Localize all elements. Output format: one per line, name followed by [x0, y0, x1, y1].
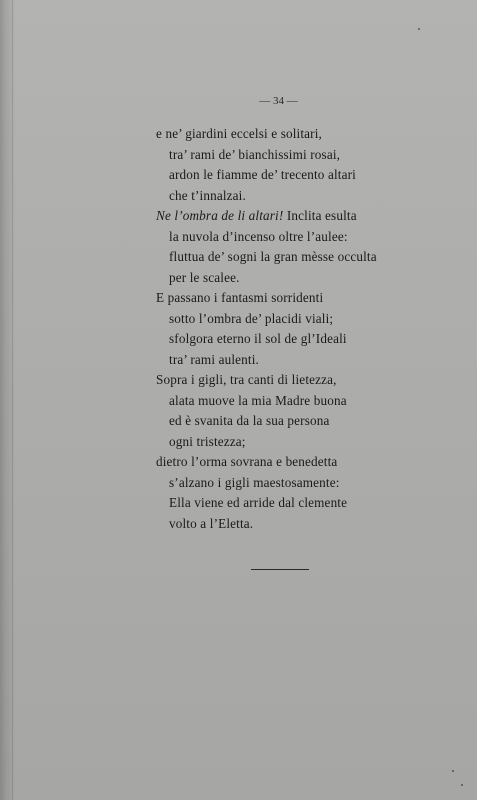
poem-line: la nuvola d’incenso oltre l’aulee: [169, 228, 348, 244]
poem-line: sfolgora eterno il sol de gl’Ideali [169, 331, 347, 346]
poem-line-italic-phrase: Ne l’ombra de li altari! [156, 208, 284, 223]
poem-line: fluttua de’ sogni la gran mèsse occulta [169, 249, 377, 264]
poem-line: s’alzano i gigli maestosamente: [169, 474, 340, 490]
poem-line: alata muove la mia Madre buona [169, 392, 347, 408]
poem-line [156, 206, 456, 227]
paper-speck [452, 770, 454, 772]
poem-line: tra’ rami de’ bianchissimi rosai, [169, 146, 341, 162]
poem-line: e ne’ giardini eccelsi e solitari, [156, 126, 322, 141]
end-rule-divider [251, 569, 309, 570]
poem-line: Sopra i gigli, tra canti di lietezza, [156, 372, 337, 387]
poem-line: volto a l’Eletta. [169, 515, 254, 531]
poem-line: che t’innalzai. [169, 187, 246, 203]
poem-line: per le scalee. [169, 269, 240, 285]
poem-line: tra’ rami aulenti. [169, 351, 259, 367]
poem-line: ogni tristezza; [169, 433, 246, 449]
poem-line: Ella viene ed arride dal clemente [169, 495, 348, 510]
poem-text [156, 124, 456, 534]
page-number: — 34 — [259, 95, 298, 107]
poem-line: sotto l’ombra de’ placidi viali; [169, 310, 334, 326]
paper-speck [418, 28, 420, 30]
paper-speck [461, 784, 463, 786]
page-gutter-shadow [12, 0, 13, 800]
poem-line-rest: Inclita esulta [283, 208, 357, 223]
poem-line: dietro l’orma sovrana e benedetta [156, 454, 338, 469]
poem-line: ed è svanita da la sua persona [169, 413, 330, 428]
poem-line: ardon le fiamme de’ trecento altari [169, 167, 356, 182]
poem-line: E passano i fantasmi sorridenti [156, 290, 324, 305]
